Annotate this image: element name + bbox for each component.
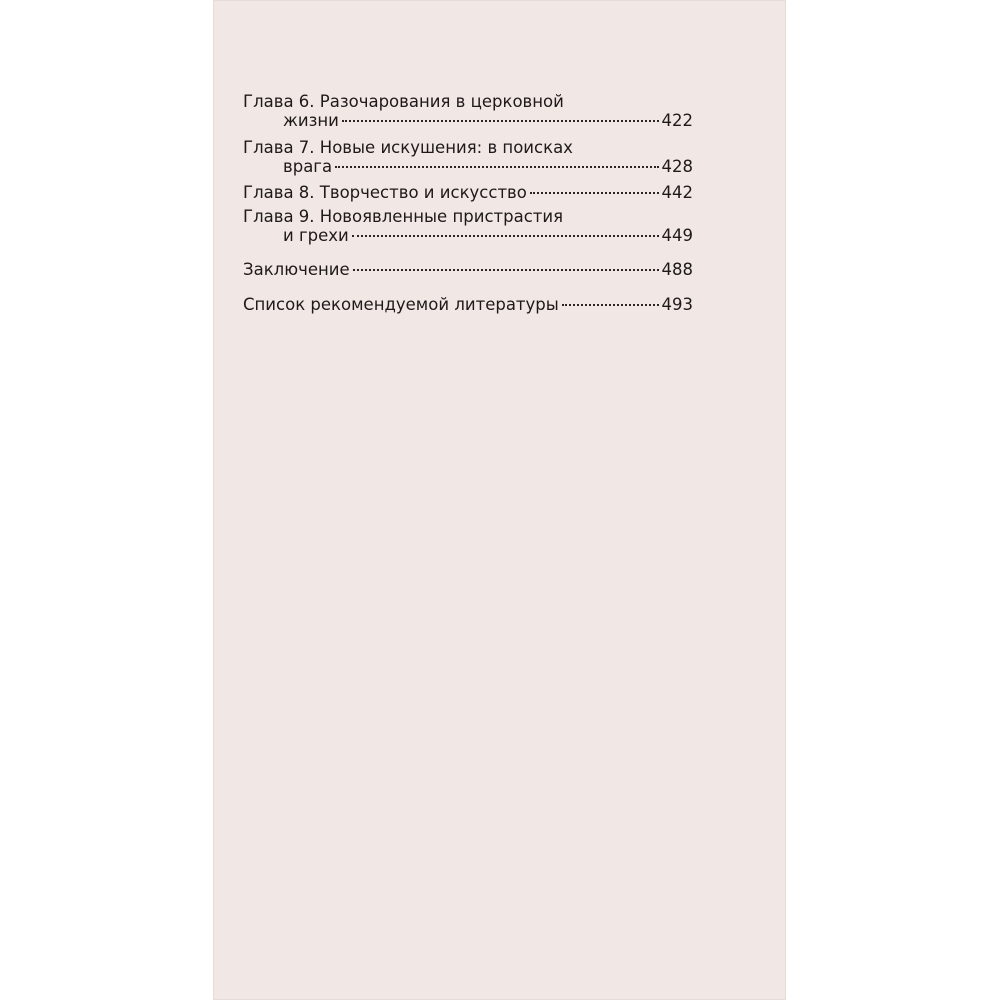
toc-entry-title: Глава 9. Новоявленные пристрастия bbox=[243, 207, 564, 226]
toc-page-number: 493 bbox=[661, 295, 693, 314]
dot-leader bbox=[530, 192, 659, 194]
toc-entry-chapter-9 bbox=[243, 207, 693, 245]
toc-entry-chapter-7 bbox=[243, 138, 693, 176]
dot-leader bbox=[335, 166, 658, 168]
toc-entry-title: Список рекомендуемой литературы bbox=[243, 295, 559, 314]
toc-page-number: 449 bbox=[661, 226, 693, 245]
toc-entry-title: Глава 7. Новые искушения: в поисках bbox=[243, 138, 573, 157]
toc-entry-title-continued: и грехи bbox=[283, 226, 349, 245]
toc-entry-title-continued: врага bbox=[283, 157, 333, 176]
dot-leader bbox=[352, 235, 659, 237]
dot-leader bbox=[562, 304, 659, 306]
dot-leader bbox=[353, 269, 659, 271]
toc-entry-title: Заключение bbox=[243, 260, 350, 279]
toc-entry-chapter-6 bbox=[243, 92, 693, 130]
toc-entry-conclusion bbox=[243, 260, 693, 279]
dot-leader bbox=[342, 120, 659, 122]
toc-entry-title: Глава 8. Творчество и искусство bbox=[243, 183, 527, 202]
toc-entry-chapter-8 bbox=[243, 183, 693, 202]
toc-page-number: 488 bbox=[661, 260, 693, 279]
toc-page-number: 428 bbox=[661, 157, 693, 176]
toc-entry-bibliography bbox=[243, 295, 693, 314]
toc-entry-title-continued: жизни bbox=[283, 111, 339, 130]
toc-page-number: 422 bbox=[661, 111, 693, 130]
toc-entry-title: Глава 6. Разочарования в церковной bbox=[243, 92, 564, 111]
book-page bbox=[213, 0, 786, 1000]
toc-page-number: 442 bbox=[661, 183, 693, 202]
